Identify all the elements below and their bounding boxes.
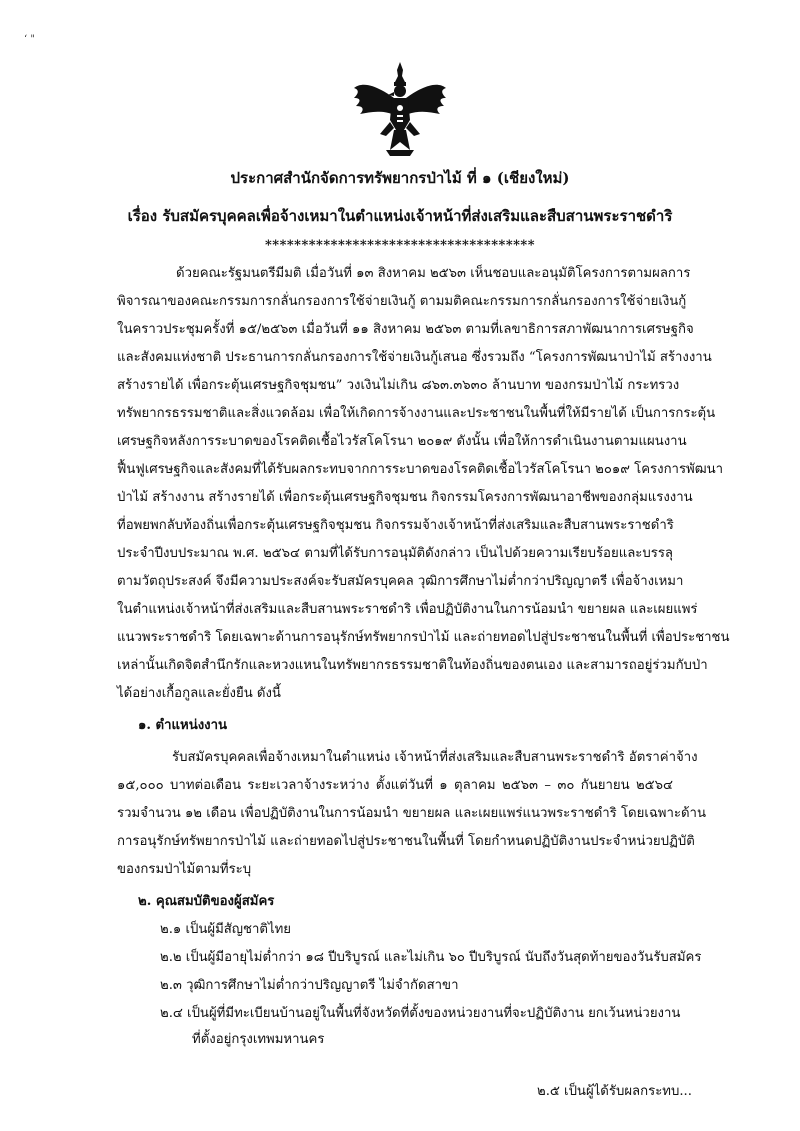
section-1-line-1: รับสมัครบุคคลเพื่อจ้างเหมาในตำแหน่ง เจ้าหน้าที่ส่งเสริมและสืบสานพระราชดำริ อัตราค่าจ้าง (172, 750, 698, 765)
intro-line-15: เหล่านั้นเกิดจิตสำนึกรักและหวงแหนในทรัพยากรธรรมชาติในท้องถิ่นของตนเอง และสามารถอยู่ร่วมกับป่า (117, 658, 708, 673)
intro-line-10: ที่อพยพกลับท้องถิ่นเพื่อกระตุ้นเศรษฐกิจชุมชน กิจกรรมจ้างเจ้าหน้าที่ส่งเสริมและสืบสานพระราชดำริ (117, 518, 674, 533)
page-continuation: ๒.๕ เป็นผู้ได้รับผลกระทบ... (537, 1084, 692, 1099)
announcement-title: ประกาศสำนักจัดการทรัพยากรป่าไม้ ที่ ๑ (เชียงใหม่) (230, 169, 570, 187)
intro-line-5: สร้างรายได้ เพื่อกระตุ้นเศรษฐกิจชุมชน” วงเงินไม่เกิน ๘๖๓.๓๖๓๐ ล้านบาท ของกรมป่าไม้ กระทรวง (117, 378, 680, 393)
intro-line-13: ในตำแหน่งเจ้าหน้าที่ส่งเสริมและสืบสานพระราชดำริ เพื่อปฏิบัติงานในการน้อมนำ ขยายผล และเผยแพร่ (117, 602, 698, 617)
announcement-subject: เรื่อง รับสมัครบุคคลเพื่อจ้างเหมาในตำแหน่งเจ้าหน้าที่ส่งเสริมและสืบสานพระราชดำริ (127, 207, 673, 225)
scan-speck: ‘ " (24, 34, 35, 45)
intro-line-8: ฟื้นฟูเศรษฐกิจและสังคมที่ได้รับผลกระทบจากการระบาดของโรคติดเชื้อไวรัสโคโรนา ๒๐๑๙ โครงการพัฒนา (117, 462, 724, 477)
qualification-item: ๒.๑ เป็นผู้มีสัญชาติไทย (160, 922, 292, 937)
section-1-line-5: ของกรมป่าไม้ตามที่ระบุ (117, 862, 252, 877)
section-1-line-3: รวมจำนวน ๑๒ เดือน เพื่อปฏิบัติงานในการน้อมนำ ขยายผล และเผยแพร่แนวพระราชดำริ โดยเฉพาะด้าน (117, 806, 706, 821)
section-1-line-2: ๑๕,๐๐๐ บาทต่อเดือน ระยะเวลาจ้างระหว่าง ตั้งแต่วันที่ ๑ ตุลาคม ๒๕๖๓ – ๓๐ กันยายน ๒๕๖๔ (117, 778, 673, 793)
garuda-emblem-icon (350, 58, 450, 158)
qualification-item-continuation: ที่ตั้งอยู่กรุงเทพมหานคร (192, 1032, 325, 1047)
intro-line-2: พิจารณาของคณะกรรมการกลั่นกรองการใช้จ่ายเงินกู้ ตามมติคณะกรรมการกลั่นกรองการใช้จ่ายเงินกู้ (117, 294, 687, 309)
intro-line-16: ได้อย่างเกื้อกูลและยั่งยืน ดังนี้ (117, 686, 281, 701)
separator-line: ************************************* (264, 238, 536, 253)
qualification-item: ๒.๓ วุฒิการศึกษาไม่ต่ำกว่าปริญญาตรี ไม่จำกัดสาขา (160, 978, 459, 993)
intro-line-12: ตามวัตถุประสงค์ จึงมีความประสงค์จะรับสมัครบุคคล วุฒิการศึกษาไม่ต่ำกว่าปริญญาตรี เพื่อจ้างเหมา (117, 574, 684, 589)
section-1-line-4: การอนุรักษ์ทรัพยากรป่าไม้ และถ่ายทอดไปสู่ประชาชนในพื้นที่ โดยกำหนดปฏิบัติงานประจำหน่วยปฏิบัติ (117, 834, 695, 849)
intro-line-6: ทรัพยากรธรรมชาติและสิ่งแวดล้อม เพื่อให้เกิดการจ้างงานและประชาชนในพื้นที่ให้มีรายได้ เป็นการกระตุ้น (117, 406, 716, 421)
qualification-item: ๒.๒ เป็นผู้มีอายุไม่ต่ำกว่า ๑๘ ปีบริบูรณ์ และไม่เกิน ๖๐ ปีบริบูรณ์ นับถึงวันสุดท้ายของวันรับสมัคร (160, 950, 702, 965)
intro-line-9: ป่าไม้ สร้างงาน สร้างรายได้ เพื่อกระตุ้นเศรษฐกิจชุมชน กิจกรรมโครงการพัฒนาอาชีพของกลุ่มแรงงาน (117, 490, 693, 505)
qualification-item: ๒.๔ เป็นผู้ที่มีทะเบียนบ้านอยู่ในพื้นที่จังหวัดที่ตั้งของหน่วยงานที่จะปฏิบัติงาน ยกเว้นหน่วยงาน (160, 1006, 681, 1021)
intro-line-4: และสังคมแห่งชาติ ประธานการกลั่นกรองการใช้จ่ายเงินกู้เสนอ ซึ่งรวมถึง “โครงการพัฒนาป่าไม้ สร้างงาน (117, 350, 712, 365)
intro-line-3: ในคราวประชุมครั้งที่ ๑๕/๒๕๖๓ เมื่อวันที่ ๑๑ สิงหาคม ๒๕๖๓ ตามที่เลขาธิการสภาพัฒนาการเศรษฐกิจ (117, 322, 694, 337)
intro-line-1: ด้วยคณะรัฐมนตรีมีมติ เมื่อวันที่ ๑๓ สิงหาคม ๒๕๖๓ เห็นชอบและอนุมัติโครงการตามผลการ (176, 266, 691, 281)
section-1-heading: ๑. ตำแหน่งงาน (138, 718, 228, 733)
intro-line-7: เศรษฐกิจหลังการระบาดของโรคติดเชื้อไวรัสโคโรนา ๒๐๑๙ ดังนั้น เพื่อให้การดำเนินงานตามแผนงาน (117, 434, 687, 449)
intro-line-11: ประจำปีงบประมาณ พ.ศ. ๒๕๖๔ ตามที่ได้รับการอนุมัติดังกล่าว เป็นไปด้วยความเรียบร้อยและบรรลุ (117, 546, 673, 561)
intro-line-14: แนวพระราชดำริ โดยเฉพาะด้านการอนุรักษ์ทรัพยากรป่าไม้ และถ่ายทอดไปสู่ประชาชนในพื้นที่ เพื่อประชาชน (117, 630, 730, 645)
section-2-heading: ๒. คุณสมบัติของผู้สมัคร (138, 894, 275, 909)
